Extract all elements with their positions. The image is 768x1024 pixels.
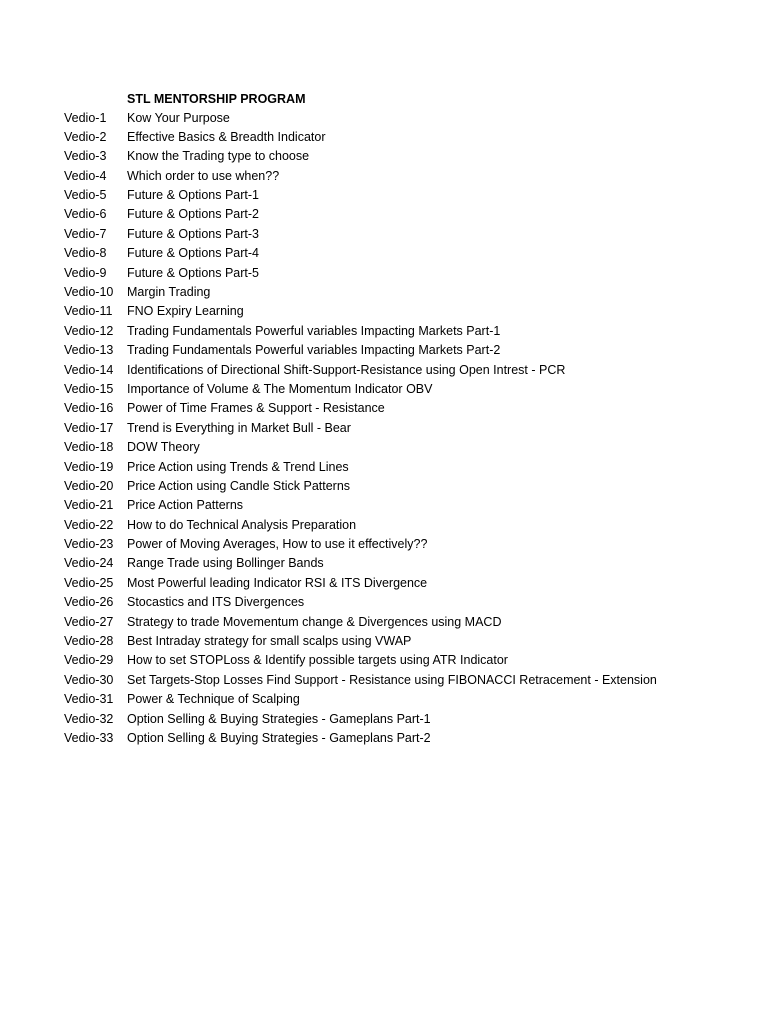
list-item [64, 632, 657, 651]
video-code: Vedio-14 [64, 362, 114, 377]
list-item [64, 554, 657, 573]
video-code: Vedio-4 [64, 168, 107, 183]
video-title: Trading Fundamentals Powerful variables Impacting Markets Part-2 [127, 343, 501, 358]
video-title: Kow Your Purpose [127, 110, 230, 125]
video-code: Vedio-26 [64, 595, 114, 610]
list-item [64, 710, 657, 729]
list-item [64, 671, 657, 690]
video-code: Vedio-7 [64, 226, 107, 241]
list-item [64, 283, 657, 302]
video-code: Vedio-1 [64, 110, 107, 125]
video-title: Set Targets-Stop Losses Find Support - Resistance using FIBONACCI Retracement - Extension [127, 672, 657, 687]
video-code: Vedio-22 [64, 517, 114, 532]
video-title: Range Trade using Bollinger Bands [127, 556, 324, 571]
video-code: Vedio-18 [64, 440, 114, 455]
video-code: Vedio-5 [64, 188, 107, 203]
video-code: Vedio-27 [64, 614, 114, 629]
video-code: Vedio-29 [64, 653, 114, 668]
video-code: Vedio-20 [64, 478, 114, 493]
video-code: Vedio-31 [64, 692, 114, 707]
list-item [64, 399, 657, 418]
video-code: Vedio-24 [64, 556, 114, 571]
list-item [64, 128, 657, 147]
list-item [64, 380, 657, 399]
video-title: FNO Expiry Learning [127, 304, 244, 319]
video-code: Vedio-2 [64, 129, 107, 144]
list-item [64, 574, 657, 593]
video-title: Power of Time Frames & Support - Resistance [127, 401, 385, 416]
list-item [64, 516, 657, 535]
video-title: Trend is Everything in Market Bull - Bear [127, 420, 351, 435]
video-title: Identifications of Directional Shift-Support-Resistance using Open Intrest - PCR [127, 362, 566, 377]
list-item [64, 477, 657, 496]
video-title: Importance of Volume & The Momentum Indicator OBV [127, 381, 433, 396]
video-title: How to set STOPLoss & Identify possible targets using ATR Indicator [127, 653, 508, 668]
list-item [64, 109, 657, 128]
video-title: Price Action using Trends & Trend Lines [127, 459, 349, 474]
list-item [64, 341, 657, 360]
list-item [64, 613, 657, 632]
video-code: Vedio-11 [64, 304, 113, 319]
video-title: Future & Options Part-2 [127, 207, 260, 222]
video-code: Vedio-8 [64, 246, 107, 261]
list-item [64, 438, 657, 457]
video-title: Option Selling & Buying Strategies - Gameplans Part-2 [127, 731, 431, 745]
video-title: Margin Trading [127, 285, 211, 300]
list-item [64, 302, 657, 321]
video-code: Vedio-13 [64, 343, 114, 358]
list-item [64, 205, 657, 224]
video-title: How to do Technical Analysis Preparation [127, 517, 357, 532]
video-title: Which order to use when?? [127, 168, 280, 183]
list-item [64, 244, 657, 263]
video-code: Vedio-19 [64, 459, 114, 474]
video-title: Stocastics and ITS Divergences [127, 595, 305, 610]
list-item [64, 361, 657, 380]
video-title: Power of Moving Averages, How to use it effectively?? [127, 537, 428, 552]
list-item [64, 535, 657, 554]
page-title: STL MENTORSHIP PROGRAM [127, 92, 306, 106]
video-list [64, 109, 657, 749]
video-code: Vedio-15 [64, 381, 114, 396]
video-title: Future & Options Part-4 [127, 246, 260, 261]
list-item [64, 729, 657, 748]
video-code: Vedio-3 [64, 149, 107, 164]
video-title: Option Selling & Buying Strategies - Gameplans Part-1 [127, 711, 431, 726]
video-code: Vedio-9 [64, 265, 107, 280]
video-code: Vedio-21 [64, 498, 114, 513]
video-title: Future & Options Part-3 [127, 226, 260, 241]
list-item [64, 419, 657, 438]
video-title: DOW Theory [127, 440, 200, 455]
video-title: Most Powerful leading Indicator RSI & ITS Divergence [127, 575, 428, 590]
list-item [64, 458, 657, 477]
video-title: Future & Options Part-5 [127, 265, 260, 280]
list-item [64, 690, 657, 709]
video-title: Trading Fundamentals Powerful variables Impacting Markets Part-1 [127, 323, 501, 338]
list-item [64, 167, 657, 186]
video-code: Vedio-10 [64, 285, 114, 300]
video-title: Effective Basics & Breadth Indicator [127, 129, 326, 144]
list-item [64, 225, 657, 244]
video-code: Vedio-6 [64, 207, 107, 222]
list-item [64, 186, 657, 205]
video-title: Know the Trading type to choose [127, 149, 310, 164]
video-code: Vedio-28 [64, 634, 114, 649]
video-code: Vedio-25 [64, 575, 114, 590]
list-item [64, 651, 657, 670]
video-code: Vedio-12 [64, 323, 114, 338]
list-item [64, 593, 657, 612]
video-title: Price Action using Candle Stick Patterns [127, 478, 351, 493]
video-code: Vedio-17 [64, 420, 114, 435]
video-code: Vedio-30 [64, 672, 114, 687]
list-item [64, 147, 657, 166]
video-code: Vedio-23 [64, 537, 114, 552]
list-item [64, 264, 657, 283]
list-item [64, 322, 657, 341]
video-code: Vedio-32 [64, 711, 114, 726]
video-title: Power & Technique of Scalping [127, 692, 300, 707]
video-code: Vedio-33 [64, 731, 114, 745]
video-title: Future & Options Part-1 [127, 188, 260, 203]
video-code: Vedio-16 [64, 401, 114, 416]
list-item [64, 496, 657, 515]
video-title: Price Action Patterns [127, 498, 244, 513]
video-title: Strategy to trade Movementum change & Divergences using MACD [127, 614, 502, 629]
video-title: Best Intraday strategy for small scalps using VWAP [127, 634, 412, 649]
